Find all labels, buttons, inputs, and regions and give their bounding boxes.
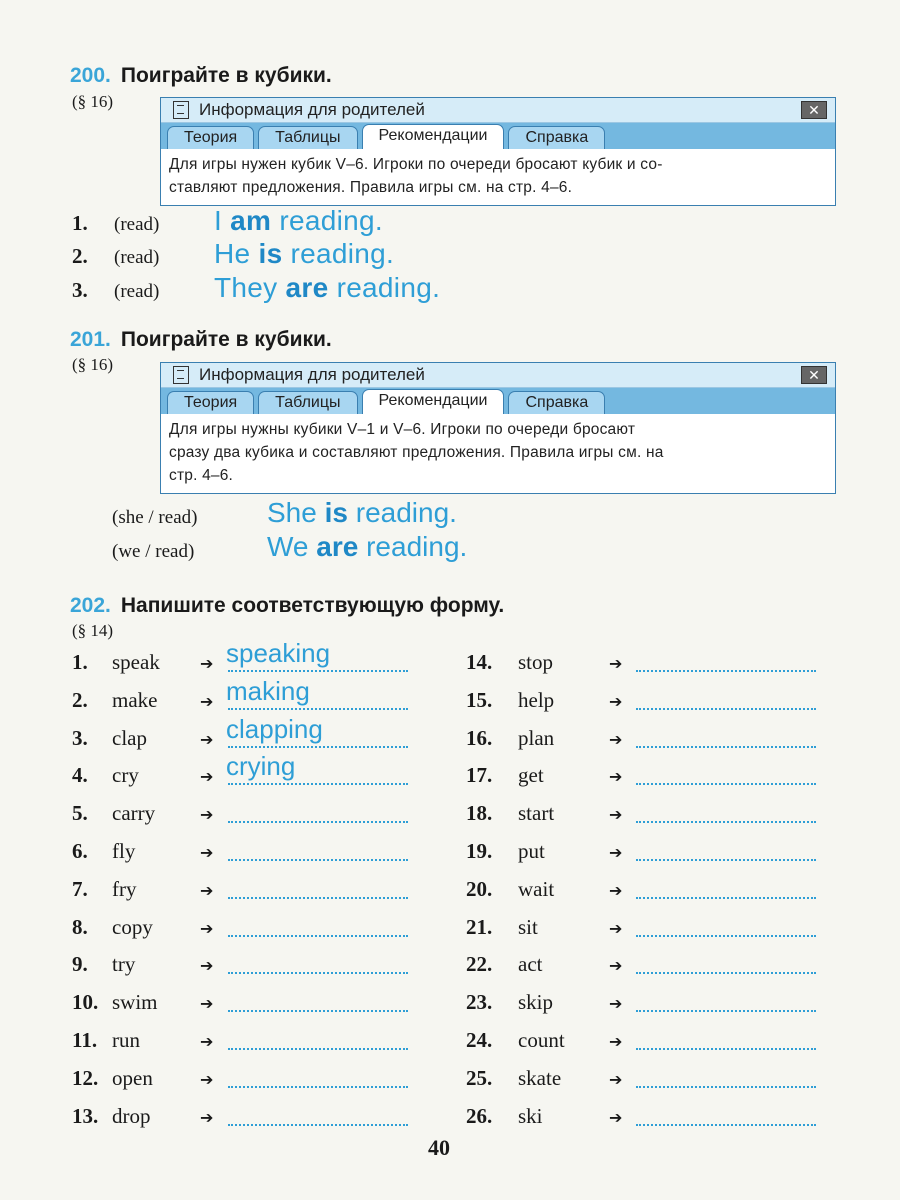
item-number: 7.: [72, 876, 88, 901]
word-row: [72, 952, 452, 988]
item-number: 15.: [466, 687, 493, 712]
prompt-hint: (we / read): [112, 541, 195, 562]
exercise-200-title: 200. Поиграйте в кубики.: [70, 64, 332, 87]
parent-info-panel: [160, 362, 836, 494]
info-panel-text: Для игры нужны кубики V–1 и V–6. Игроки по очереди бросают сразу два кубика и составляют предложения. Правила игры см. на стр. 4–6.: [169, 421, 664, 484]
answer-blank[interactable]: [228, 1048, 408, 1050]
arrow-icon: ➔: [609, 805, 623, 825]
arrow-icon: ➔: [200, 994, 214, 1014]
exercise-201-title: 201. Поиграйте в кубики.: [70, 328, 332, 351]
info-panel-title: Информация для родителей: [199, 100, 425, 119]
book-icon: [173, 366, 189, 384]
base-verb: sit: [518, 914, 538, 939]
info-tabs: [161, 123, 835, 149]
word-row: [466, 650, 846, 686]
base-verb: run: [112, 1028, 140, 1052]
exercise-202-title: 202. Напишите соответствующую форму.: [70, 594, 505, 617]
grammar-reference: (§ 14): [72, 621, 114, 640]
info-panel-title: Информация для родителей: [199, 365, 425, 384]
answer-blank[interactable]: [636, 670, 816, 672]
answer-blank[interactable]: [636, 1048, 816, 1050]
word-row: [466, 877, 846, 913]
answer-blank[interactable]: [636, 1124, 816, 1126]
word-row: [72, 1028, 452, 1064]
arrow-icon: ➔: [200, 729, 214, 749]
base-verb: fry: [112, 876, 137, 901]
close-icon[interactable]: ✕: [801, 101, 827, 119]
word-row: [466, 801, 846, 837]
word-row: [72, 839, 452, 875]
arrow-icon: ➔: [200, 767, 214, 787]
answer-blank[interactable]: [636, 821, 816, 823]
word-row: [72, 801, 452, 837]
arrow-icon: ➔: [200, 805, 214, 825]
base-verb: get: [518, 763, 544, 788]
page-number: 40: [428, 1135, 450, 1160]
arrow-icon: ➔: [609, 843, 623, 862]
word-row: [72, 990, 452, 1026]
answer-blank[interactable]: [636, 859, 816, 861]
item-number: 14.: [466, 650, 493, 674]
tab-reference[interactable]: Справка: [508, 391, 605, 414]
answer-blank[interactable]: [228, 708, 408, 710]
item-number: 2.: [72, 687, 88, 712]
info-panel-header: [161, 98, 835, 123]
arrow-icon: ➔: [200, 918, 214, 938]
item-number: 9.: [72, 952, 88, 977]
tab-reference[interactable]: Справка: [508, 126, 605, 149]
answer-blank[interactable]: [636, 708, 816, 710]
base-verb: help: [518, 687, 555, 712]
arrow-icon: ➔: [609, 1069, 623, 1089]
arrow-icon: ➔: [609, 654, 623, 673]
item-number: 16.: [466, 725, 493, 750]
base-verb: cry: [112, 763, 139, 788]
arrow-icon: ➔: [609, 1107, 623, 1127]
arrow-icon: ➔: [609, 691, 623, 711]
arrow-icon: ➔: [200, 1107, 214, 1127]
arrow-icon: ➔: [200, 843, 214, 862]
base-verb: start: [518, 801, 555, 826]
word-row: [466, 688, 846, 724]
item-number: 26.: [466, 1103, 493, 1128]
tab-tables[interactable]: Таблицы: [258, 391, 357, 414]
info-panel-header: [161, 363, 835, 388]
answer-blank[interactable]: [228, 1010, 408, 1012]
arrow-icon: ➔: [609, 994, 623, 1014]
base-verb: copy: [112, 914, 153, 939]
tab-tables[interactable]: Таблицы: [258, 126, 357, 149]
base-verb: count: [518, 1028, 565, 1052]
word-row: [466, 726, 846, 762]
base-verb: fly: [112, 839, 136, 863]
item-number: 22.: [466, 952, 493, 977]
answer-blank[interactable]: [636, 972, 816, 974]
answer-blank[interactable]: [636, 746, 816, 748]
tab-theory[interactable]: Теория: [167, 391, 254, 414]
handwritten-answer: clapping: [226, 713, 323, 744]
grammar-reference: (§ 16): [72, 355, 114, 374]
item-number: 8.: [72, 914, 88, 939]
answer-blank[interactable]: [228, 935, 408, 937]
item-number: 10.: [72, 990, 99, 1015]
arrow-icon: ➔: [200, 691, 214, 711]
base-verb: wait: [518, 876, 555, 901]
answer-blank[interactable]: [228, 972, 408, 974]
answer-blank[interactable]: [228, 821, 408, 823]
info-panel-text: Для игры нужен кубик V–6. Игроки по очереди бросают кубик и со- ставляют предложения. Правила игры см. на стр. 4–6.: [169, 156, 663, 196]
answer-blank[interactable]: [636, 897, 816, 899]
word-row: [466, 1104, 846, 1140]
arrow-icon: ➔: [200, 956, 214, 976]
word-row: [72, 751, 452, 799]
close-icon[interactable]: ✕: [801, 366, 827, 384]
answer-blank[interactable]: [636, 783, 816, 785]
base-verb: ski: [518, 1103, 543, 1128]
answer-blank[interactable]: [228, 1124, 408, 1126]
item-number: 3.: [72, 725, 88, 750]
answer-blank[interactable]: [228, 746, 408, 748]
item-number: 5.: [72, 801, 88, 826]
answer-row: 2. (read) He is reading.: [72, 238, 395, 269]
arrow-icon: ➔: [200, 1069, 214, 1089]
arrow-icon: ➔: [609, 767, 623, 787]
arrow-icon: ➔: [609, 956, 623, 976]
item-number: 13.: [72, 1103, 99, 1128]
base-verb: skip: [518, 990, 554, 1015]
word-row: [466, 1028, 846, 1064]
item-number: 17.: [466, 763, 493, 788]
grammar-reference: (§ 16): [72, 92, 114, 111]
answer-blank[interactable]: [228, 670, 408, 672]
tab-recommendations[interactable]: Рекомендации: [362, 124, 505, 149]
base-verb: clap: [112, 725, 147, 750]
handwritten-answer: We are reading.: [267, 531, 468, 562]
item-number: 25.: [466, 1065, 493, 1090]
base-verb: make: [112, 687, 158, 712]
word-row: [72, 1104, 452, 1140]
word-row: [72, 1066, 452, 1102]
item-number: 20.: [466, 876, 493, 901]
book-icon: [173, 101, 189, 119]
item-number: 24.: [466, 1028, 493, 1052]
base-verb: carry: [112, 801, 156, 826]
base-verb: skate: [518, 1065, 562, 1090]
word-row: [72, 877, 452, 913]
exercise-number: 200.: [70, 64, 111, 87]
item-number: 19.: [466, 839, 493, 863]
item-number: 12.: [72, 1065, 99, 1090]
item-number: 23.: [466, 990, 493, 1015]
word-row: [72, 915, 452, 951]
base-verb: try: [112, 952, 136, 977]
base-verb: plan: [518, 725, 555, 750]
tab-recommendations[interactable]: Рекомендации: [362, 389, 505, 414]
arrow-icon: ➔: [200, 1032, 214, 1051]
handwritten-answer: He is reading.: [214, 238, 395, 269]
item-number: 11.: [72, 1028, 98, 1052]
answer-blank[interactable]: [636, 1086, 816, 1088]
base-verb: swim: [112, 990, 158, 1015]
handwritten-answer: crying: [226, 751, 296, 782]
answer-row: 3. (read) They are reading.: [72, 272, 441, 303]
arrow-icon: ➔: [609, 880, 623, 900]
answer-blank[interactable]: [228, 783, 408, 785]
answer-blank[interactable]: [636, 1010, 816, 1012]
item-number: 6.: [72, 839, 88, 863]
handwritten-answer: She is reading.: [267, 497, 457, 528]
item-number: 1.: [72, 650, 88, 674]
prompt-hint: (she / read): [112, 507, 198, 528]
base-verb: speak: [112, 650, 160, 674]
item-number: 21.: [466, 914, 493, 939]
base-verb: drop: [112, 1103, 151, 1128]
handwritten-answer: speaking: [226, 638, 331, 668]
parent-info-panel: [160, 97, 836, 206]
base-verb: open: [112, 1065, 153, 1090]
answer-row: 1. (read) I am reading.: [72, 205, 383, 236]
answer-blank[interactable]: [228, 897, 408, 899]
answer-blank[interactable]: [228, 1086, 408, 1088]
arrow-icon: ➔: [200, 654, 214, 673]
handwritten-answer: They are reading.: [214, 272, 441, 303]
arrow-icon: ➔: [200, 880, 214, 900]
item-number: 18.: [466, 801, 493, 826]
exercise-number: 201.: [70, 328, 111, 351]
word-row: [466, 1066, 846, 1102]
info-tabs: [161, 388, 835, 414]
answer-blank[interactable]: [228, 859, 408, 861]
exercise-number: 202.: [70, 594, 111, 617]
arrow-icon: ➔: [609, 918, 623, 938]
word-row: [466, 952, 846, 988]
tab-theory[interactable]: Теория: [167, 126, 254, 149]
word-row: [466, 763, 846, 799]
base-verb: stop: [518, 650, 554, 674]
base-verb: act: [518, 952, 543, 977]
handwritten-answer: making: [226, 675, 310, 706]
handwritten-answer: I am reading.: [214, 205, 383, 236]
arrow-icon: ➔: [609, 729, 623, 749]
word-row: [466, 839, 846, 875]
arrow-icon: ➔: [609, 1032, 623, 1051]
word-row: [466, 990, 846, 1026]
answer-blank[interactable]: [636, 935, 816, 937]
base-verb: put: [518, 839, 545, 863]
word-row: [466, 915, 846, 951]
item-number: 4.: [72, 763, 88, 788]
